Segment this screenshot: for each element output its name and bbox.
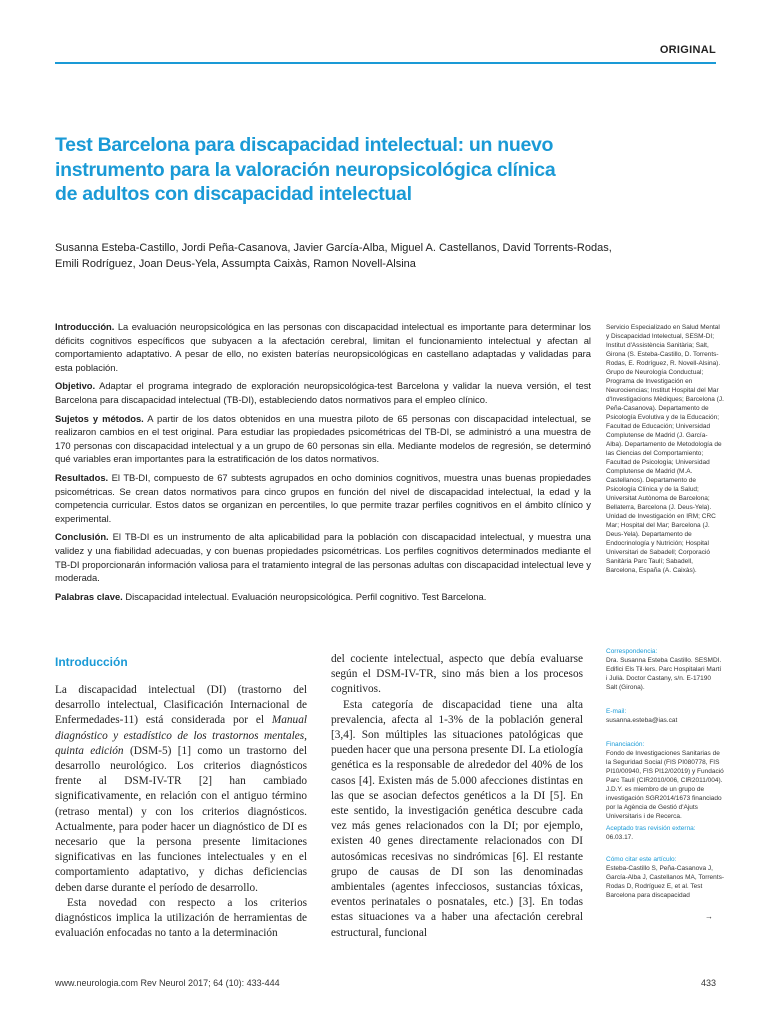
article-title: Test Barcelona para discapacidad intelectual: un nuevo instrumento para la valoración neuropsicológica clínica de adultos con discapacidad intelectual	[55, 134, 556, 205]
body-paragraph: Esta novedad con respecto a los criterios diagnósticos implica la utilización de herramientas de evaluación enfocadas no tanto a la determinación	[55, 896, 307, 940]
header-rule	[55, 62, 716, 64]
affiliations: Servicio Especializado en Salud Mental y Discapacidad Intelectual, SESM-DI; Institut d'Assistència Sanitària; Salt, Girona (S. Esteba-Castillo, D. Torrents-Rodas, E. Rodríguez, R. Novell-Alsina). Grupo de Neurología Conductual; Programa de Investigación en Neurociencias; Institut Hospital del Mar d'Investigacions Mèdiques; Barcelona (J. Peña-Casanova). Departamento de Psicología Evolutiva y de la Educación; Facultad de Educación; Universidad Complutense de Madrid (J. García-Alba). Departamento de Metodología de las Ciencias del Comportamiento; Facultad de Psicología; Universidad Complutense de Madrid (M.A. Castellanos). Departamento de Psicología Clínica y de la Salud; Universitat Autònoma de Barcelona; Bellaterra, Barcelona (J. Deus-Yela). Unidad de Investigación en IRM; CRC Mar; Hospital del Mar; Barcelona (J. Deus-Yela). Departamento de Endocrinología y Nutrición; Hospital Universitari de Sabadell; Corporació Sanitària Parc Taulí; Sabadell, Barcelona, España (A. Caixàs).	[606, 324, 724, 574]
body-column-right	[331, 652, 583, 941]
abstract	[55, 320, 591, 608]
page-number: 433	[700, 978, 716, 988]
cite-text: Esteba-Castillo S, Peña-Casanova J, García-Alba J, Castellanos MA, Torrents-Rodas D, Rodríguez E, et al. Test Barcelona para discapacidad	[606, 865, 725, 899]
body-paragraph: La discapacidad intelectual (DI) (trastorno del desarrollo intelectual, Clasificación Internacional de Enfermedades-11) está considerada por el Manual diagnóstico y estadístico de los trastornos mentales, quinta edición (DSM-5) [1] como un trastorno del desarrollo neurológico. Los criterios diagnósticos frente al DSM-IV-TR [2] han cambiado significativamente, en relación con el antiguo término (retraso mental) y con los criterios diagnósticos. Actualmente, para poder hacer un diagnóstico de DI es necesario que la persona presente limitaciones significativas en las funciones intelectuales y en el comportamiento adaptativo, y dichas deficiencias deben darse durante el período de desarrollo.	[55, 684, 307, 894]
abstract-methods: Sujetos y métodos. A partir de los datos obtenidos en una muestra piloto de 65 personas con discapacidad intelectual, se realizaron cambios en el test original. Para estudiar las propiedades psicométricas del TB-DI, se administró a una muestra de 170 personas con discapacidad intelectual y a un grupo de 60 personas sin ella. Mediante modelos de regresión, se determinó qué variables eran importantes para la estratificación de los datos normativos.	[55, 412, 591, 465]
abstract-results: Resultados. El TB-DI, compuesto de 67 subtests agrupados en ocho dominios cognitivos, muestra unas buenas propiedades psicométricas. Se crean datos normativos para cinco grupos en función del nivel de discapacidad intelectual, la edad y la competencia curricular. Estos datos se organizan en percentiles, lo que permite trazar perfiles cognitivos en el ámbito clínico y experimental.	[55, 471, 591, 524]
email-block	[606, 707, 724, 725]
body-column-left	[55, 683, 307, 941]
correspondence-label: Correspondencia:	[606, 648, 658, 655]
how-to-cite	[606, 855, 724, 900]
funding-text: Fondo de Investigaciones Sanitarias de la Seguridad Social (FIS PI080778, FIS PI10/00940, FIS PI12/02019) y Fundació Parc Taulí (CIR2010/006, CIR2011/004). J.D.Y. es miembro de un grupo de investigación SGR2014/1673 financiado por la Agència de Gestió d'Ajuts Universitaris i de Recerca.	[606, 750, 724, 820]
accepted-label: Aceptado tras revisión externa:	[606, 825, 696, 832]
section-label: ORIGINAL	[659, 44, 716, 56]
footer-citation: www.neurologia.com Rev Neurol 2017; 64 (10): 433-444	[55, 978, 280, 988]
abstract-keywords: Palabras clave. Discapacidad intelectual. Evaluación neuropsicológica. Perfil cognitivo. Test Barcelona.	[55, 590, 487, 602]
correspondence	[606, 647, 724, 692]
abstract-conclusion: Conclusión. El TB-DI es un instrumento de alta aplicabilidad para la población con discapacidad intelectual, y muestra una validez y una fiabilidad adecuadas, y con buenas propiedades psicométricas. Los perfiles cognitivos determinados mediante el TB-DI proporcionarán información valiosa para el tratamiento integral de las personas adultas con discapacidad intelectual leve y moderada.	[55, 531, 591, 584]
funding-label: Financiación:	[606, 741, 645, 748]
author-list: Susanna Esteba-Castillo, Jordi Peña-Casanova, Javier García-Alba, Miguel A. Castellanos, David Torrents-Rodas, Emili Rodríguez, Joan Deus-Yela, Assumpta Caixàs, Ramon Novell-Alsina	[55, 242, 612, 270]
body-paragraph: del cociente intelectual, aspecto que debía evaluarse según el DSM-IV-TR, sino más bien a los procesos cognitivos.	[331, 653, 583, 696]
accepted-date	[606, 824, 724, 842]
continue-arrow-icon: →	[705, 912, 713, 921]
email-label: E-mail:	[606, 708, 627, 715]
abstract-objective: Objetivo. Adaptar el programa integrado de exploración neuropsicológica-test Barcelona y validar la nueva versión, el test Barcelona para discapacidad intelectual (TB-DI), estableciendo datos normativos para el empleo clínico.	[55, 380, 591, 405]
section-heading-introduccion: Introducción	[55, 655, 128, 669]
cite-label: Cómo citar este artículo:	[606, 856, 677, 863]
email-link[interactable]: susanna.esteba@ias.cat	[606, 717, 678, 724]
body-paragraph: Esta categoría de discapacidad tiene una alta prevalencia, afecta al 1-3% de la población general [3,4]. Son múltiples las situaciones patológicas que pueden hacer que una persona presente DI. La etiología genética es la responsable de alrededor del 40% de los casos [4]. Existen más de 5.000 afecciones distintas en las que se asocian defectos genéticos a la DI [5]. En este sentido, la investigación genética descubre cada vez más genes relacionados con la DI; por ejemplo, existen 40 genes directamente relacionados con DI autosómicas recesivas no sindrómicas [6]. El restante grupo de causas de DI son las denominadas ambientales (agentes infecciosos, sustancias tóxicas, eventos perinatales o posnatales, etc.) [3]. En todas estas situaciones va a haber una afectación cerebral estructural, funcional	[331, 698, 583, 939]
correspondence-text: Dra. Susanna Esteba Castillo. SESMDI. Edifici Els Til·lers. Parc Hospitalari Martí i Julià. Doctor Castany, s/n. E-17190 Salt (Girona).	[606, 657, 722, 691]
abstract-introduction: Introducción. La evaluación neuropsicológica en las personas con discapacidad intelectual es importante para determinar los déficits cognitivos específicos que subyacen a la afectación cerebral, limitan el funcionamiento intelectual y afectan al comportamiento adaptativo. A pesar de ello, no existen baterías neuropsicológicas en castellano adaptadas y validadas para esta población.	[55, 321, 591, 373]
accepted-text: 06.03.17.	[606, 834, 634, 841]
funding	[606, 740, 724, 821]
